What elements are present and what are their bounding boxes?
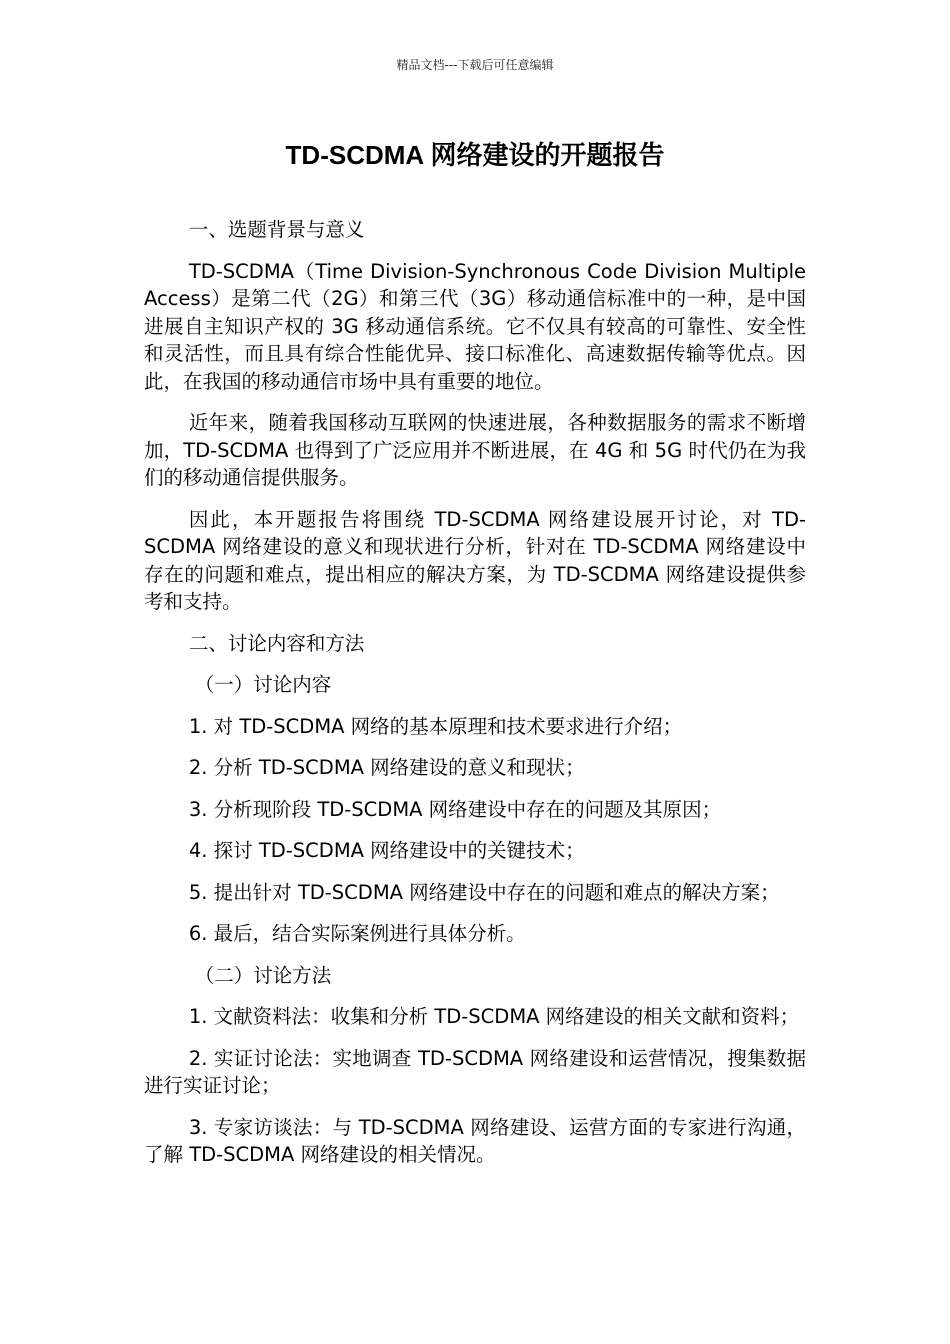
list-item: 5. 提出针对 TD-SCDMA 网络建设中存在的问题和难点的解决方案；	[188, 880, 780, 904]
list-item: 4. 探讨 TD-SCDMA 网络建设中的关键技术；	[188, 839, 585, 862]
paragraph-intro: TD-SCDMA（Time Division-Synchronous Code Division Multiple Access）是第二代（2G）和第三代（3G）移动通信标准中的一种，是中国进展自主知识产权的 3G 移动通信系统。它不仅具有较高的可靠性、安全性和灵活性，而且具有综合性能优异、接口标准化、高速数据传输等优点。因此，在我国的移动通信市场中具有重要的地位。	[144, 259, 806, 393]
list-item: 6. 最后，结合实际案例进行具体分析。	[188, 922, 526, 945]
subheading-method: （二）讨论方法	[194, 963, 332, 987]
paragraph-purpose: 因此，本开题报告将围绕 TD-SCDMA 网络建设展开讨论，对 TD-SCDMA 网络建设的意义和现状进行分析，针对在 TD-SCDMA 网络建设中存在的问题和难点，提出相应的解决方案，为 TD-SCDMA 网络建设提供参考和支持。	[144, 507, 806, 613]
paragraph-recent: 近年来，随着我国移动互联网的快速进展，各种数据服务的需求不断增加，TD-SCDMA 也得到了广泛应用并不断进展，在 4G 和 5G 时代仍在为我们的移动通信提供服务。	[144, 411, 806, 489]
subheading-content: （一）讨论内容	[194, 673, 332, 696]
section-heading-background: 一、选题背景与意义	[188, 218, 365, 241]
list-item: 2. 实证讨论法：实地调查 TD-SCDMA 网络建设和运营情况，搜集数据进行实证讨论；	[144, 1046, 806, 1097]
list-item: 1. 文献资料法：收集和分析 TD-SCDMA 网络建设的相关文献和资料；	[188, 1005, 800, 1028]
list-item: 3. 分析现阶段 TD-SCDMA 网络建设中存在的问题及其原因；	[188, 797, 722, 821]
list-item: 2. 分析 TD-SCDMA 网络建设的意义和现状；	[188, 756, 585, 779]
document-title: TD-SCDMA 网络建设的开题报告	[285, 140, 665, 170]
list-item: 3. 专家访谈法：与 TD-SCDMA 网络建设、运营方面的专家进行沟通，了解 TD-SCDMA 网络建设的相关情况。	[144, 1115, 806, 1166]
document-body	[144, 216, 806, 1183]
list-item: 1. 对 TD-SCDMA 网络的基本原理和技术要求进行介绍；	[188, 714, 683, 738]
page-header-note: 精品文档---下载后可任意编辑	[396, 58, 554, 72]
section-heading-content-method: 二、讨论内容和方法	[188, 631, 365, 655]
